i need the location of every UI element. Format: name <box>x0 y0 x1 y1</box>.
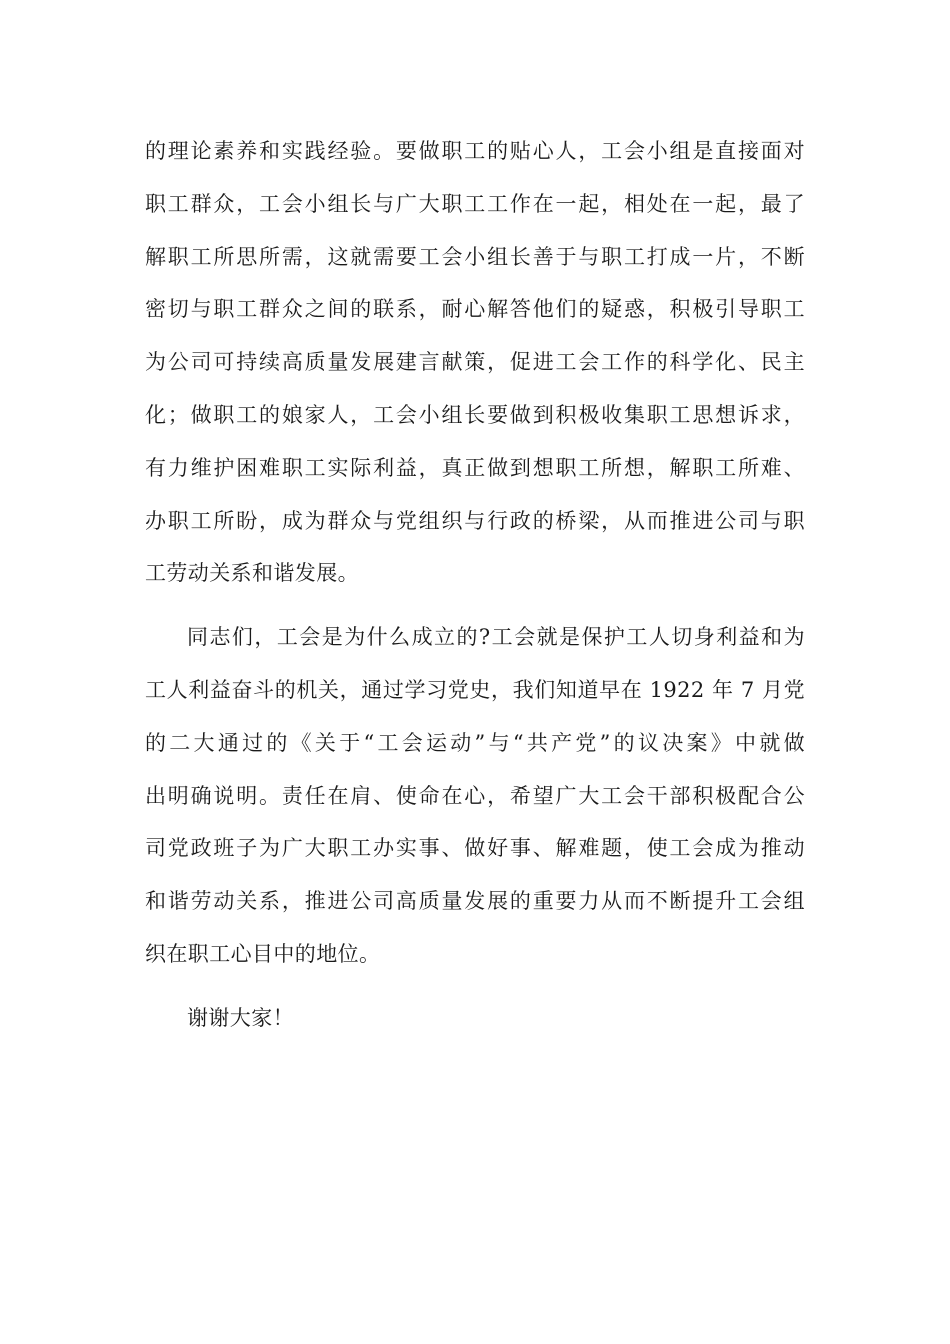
paragraph <box>145 125 805 600</box>
text-line: 出明确说明。责任在肩、使命在心，希望广大工会干部积极配合公 <box>145 783 805 808</box>
document-body <box>145 125 805 1045</box>
paragraph <box>145 611 805 981</box>
text-line: 的理论素养和实践经验。要做职工的贴心人，工会小组是直接面对 <box>145 139 805 163</box>
text-line: 化；做职工的娘家人，工会小组长要做到积极收集职工思想诉求， <box>145 402 805 427</box>
text-line: 密切与职工群众之间的联系，耐心解答他们的疑惑，积极引导职工 <box>145 297 805 322</box>
text-line: 有力维护困难职工实际利益，真正做到想职工所想，解职工所难、 <box>145 455 805 480</box>
text-line: 办职工所盼，成为群众与党组织与行政的桥梁，从而推进公司与职 <box>145 508 805 533</box>
text-line: 工劳动关系和谐发展。 <box>145 561 359 586</box>
text-line: 工人利益奋斗的机关，通过学习党史，我们知道早在 1922 年 7 月党 <box>145 677 805 702</box>
text-line: 同志们，工会是为什么成立的?工会就是保护工人切身利益和为 <box>187 625 805 650</box>
text-line: 和谐劳动关系，推进公司高质量发展的重要力从而不断提升工会组 <box>145 889 805 914</box>
text-line: 为公司可持续高质量发展建言献策，促进工会工作的科学化、民主 <box>145 350 805 375</box>
text-line: 司党政班子为广大职工办实事、做好事、解难题，使工会成为推动 <box>145 836 805 861</box>
text-line: 织在职工心目中的地位。 <box>145 941 381 966</box>
text-line: 职工群众，工会小组长与广大职工工作在一起，相处在一起，最了 <box>145 191 805 216</box>
paragraph-gap <box>145 600 805 611</box>
paragraph-gap <box>145 981 805 992</box>
closing-line: 谢谢大家！ <box>187 1005 294 1030</box>
text-line: 的二大通过的《关于“工会运动”与“共产党”的议决案》中就做 <box>145 730 805 755</box>
text-line: 解职工所思所需，这就需要工会小组长善于与职工打成一片，不断 <box>145 244 805 269</box>
